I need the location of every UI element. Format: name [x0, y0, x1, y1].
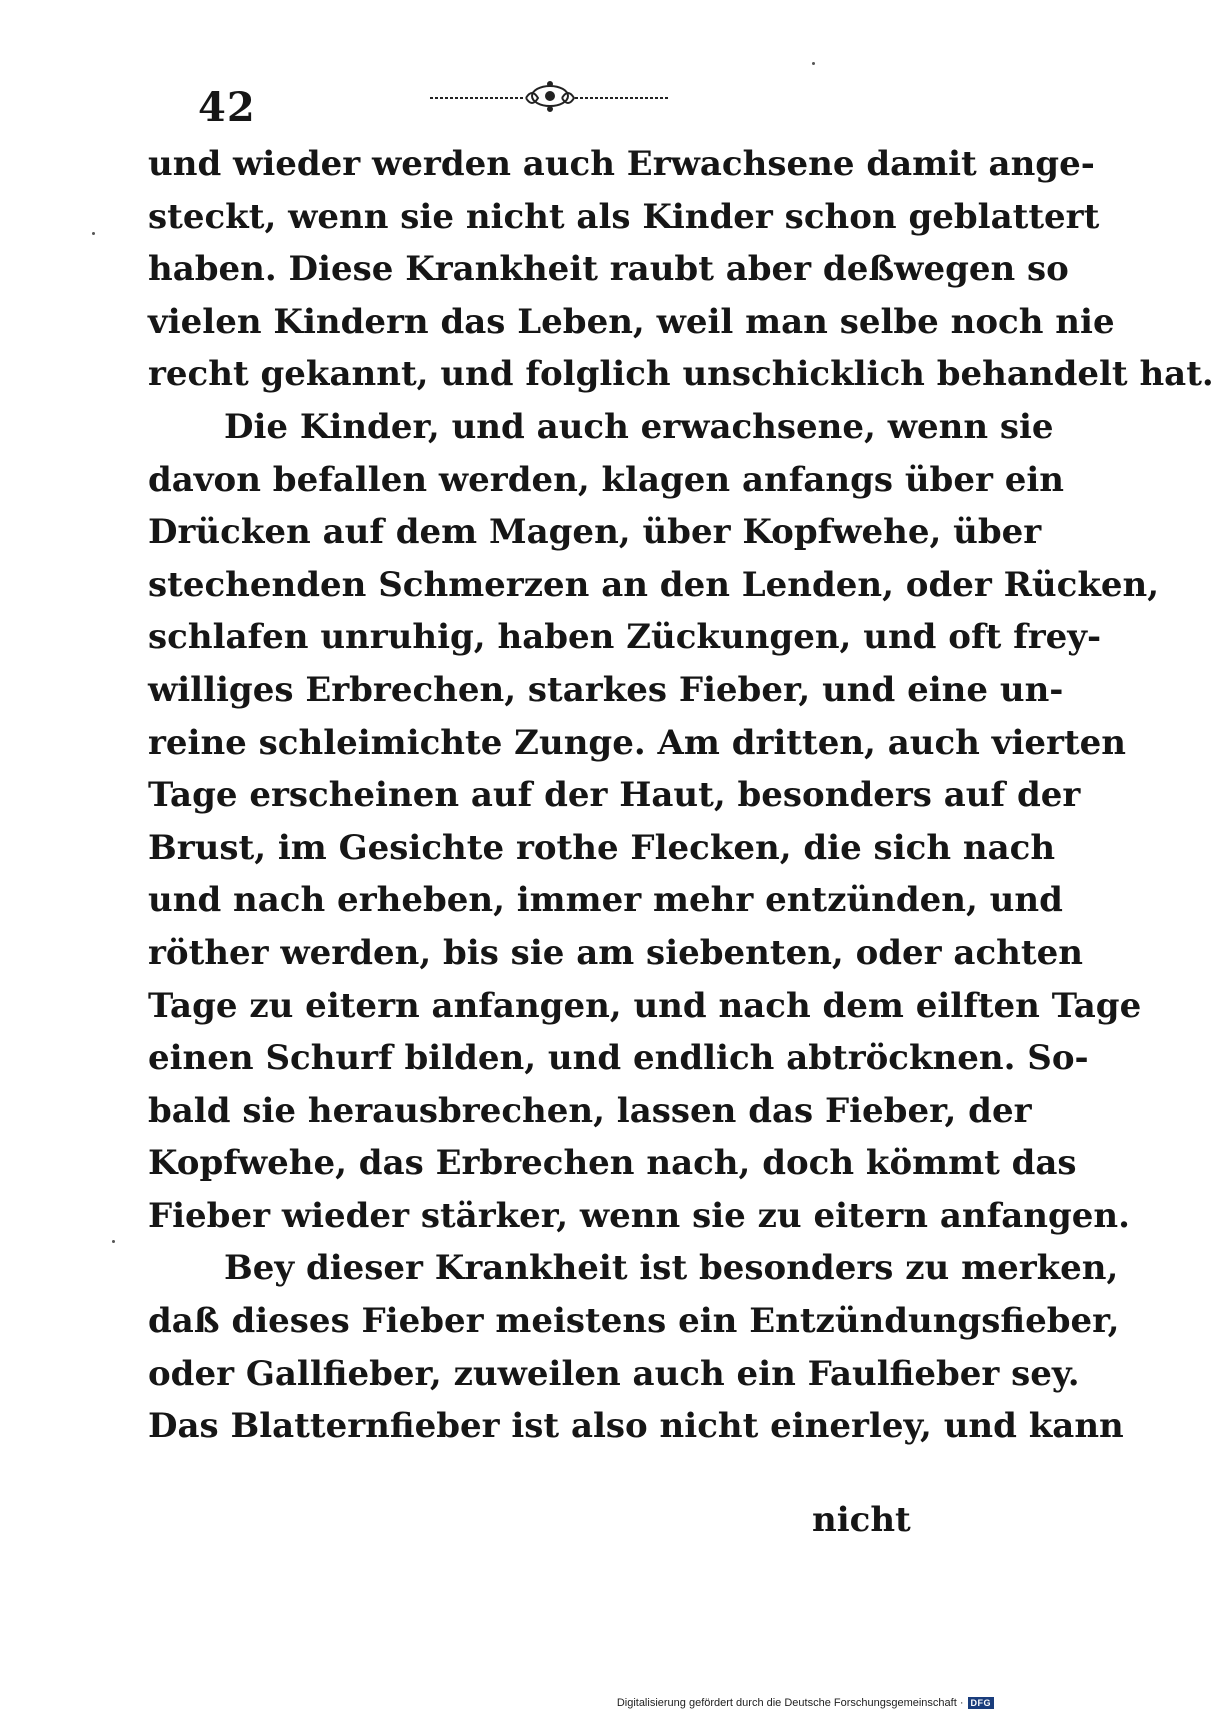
text-line: Bey dieser Krankheit ist besonders zu merken,	[224, 1248, 1119, 1289]
paper-speck	[812, 62, 815, 65]
dfg-logo: DFG	[968, 1697, 995, 1709]
text-line: Tage zu eitern anfangen, und nach dem eilften Tage	[148, 985, 1142, 1026]
text-line: einen Schurf bilden, und endlich abtröcknen. So-	[148, 1038, 1089, 1079]
text-line: Brust, im Gesichte rothe Flecken, die sich nach	[148, 827, 1056, 868]
text-line: röther werden, bis sie am siebenten, oder achten	[148, 932, 1083, 973]
text-line: haben. Diese Krankheit raubt aber deßwegen so	[148, 249, 1069, 290]
text-line: vielen Kindern das Leben, weil man selbe noch nie	[148, 301, 1115, 342]
text-line: stechenden Schmerzen an den Lenden, oder Rücken,	[148, 564, 1160, 605]
text-line: recht gekannt, und folglich unschicklich behandelt hat.	[148, 354, 1214, 395]
text-line: Fieber wieder stärker, wenn sie zu eitern anfangen.	[148, 1195, 1130, 1236]
catchword: nicht	[812, 1500, 911, 1540]
paper-speck	[92, 232, 95, 235]
page-number: 42	[198, 84, 256, 131]
text-line: Die Kinder, und auch erwachsene, wenn sie	[224, 406, 1054, 447]
text-line: oder Gallfieber, zuweilen auch ein Faulfieber sey.	[148, 1353, 1080, 1394]
text-line: reine schleimichte Zunge. Am dritten, auch vierten	[148, 722, 1127, 763]
digitization-footer	[617, 1697, 994, 1709]
text-line: bald sie herausbrechen, lassen das Fieber, der	[148, 1090, 1032, 1131]
text-line: davon befallen werden, klagen anfangs über ein	[148, 459, 1064, 500]
footer-text: Digitalisierung gefördert durch die Deutsche Forschungsgemeinschaft ·	[616, 1697, 964, 1709]
text-line: schlafen unruhig, haben Zückungen, und oft frey-	[148, 617, 1102, 658]
text-line: und nach erheben, immer mehr entzünden, und	[148, 880, 1063, 921]
text-line: williges Erbrechen, starkes Fieber, und eine un-	[148, 669, 1064, 710]
text-line: Tage erscheinen auf der Haut, besonders auf der	[148, 775, 1081, 816]
text-line: und wieder werden auch Erwachsene damit ange-	[148, 144, 1095, 184]
text-line: Kopfwehe, das Erbrechen nach, doch kömmt das	[148, 1143, 1077, 1184]
paper-speck	[112, 1240, 115, 1243]
ornament-divider-icon	[430, 80, 670, 116]
text-line: Drücken auf dem Magen, über Kopfwehe, über	[148, 512, 1042, 553]
body-text	[148, 138, 1214, 1453]
text-line: daß dieses Fieber meistens ein Entzündungsfieber,	[148, 1301, 1120, 1342]
text-line: Das Blatternfieber ist also nicht einerley, und kann	[148, 1406, 1124, 1447]
text-line: steckt, wenn sie nicht als Kinder schon geblattert	[148, 196, 1100, 237]
